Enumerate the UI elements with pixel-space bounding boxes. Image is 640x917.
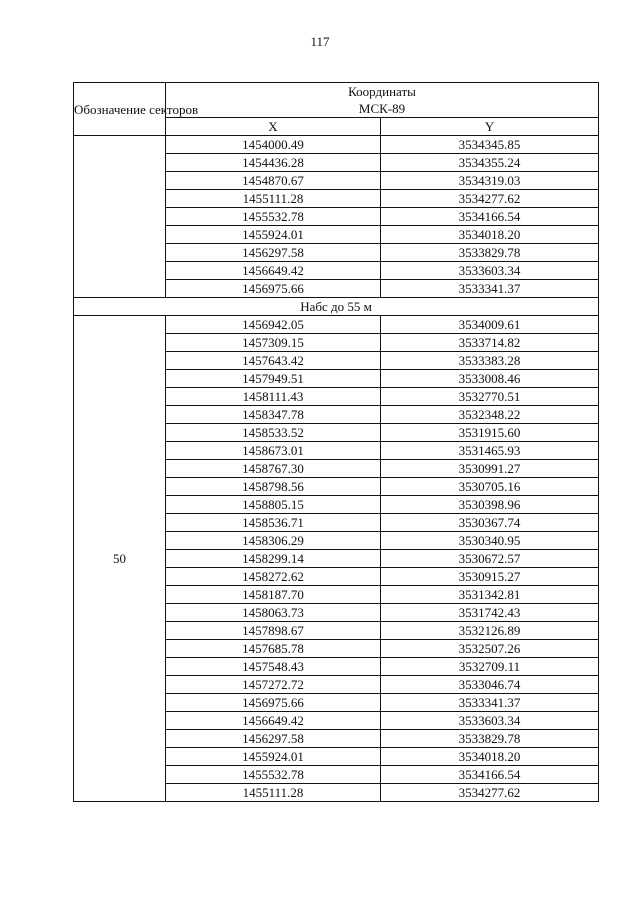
- y-cell: 3530367.74: [381, 514, 599, 532]
- x-cell: 1458347.78: [166, 406, 381, 424]
- x-cell: 1457643.42: [166, 352, 381, 370]
- y-cell: 3530705.16: [381, 478, 599, 496]
- x-cell: 1454870.67: [166, 172, 381, 190]
- y-cell: 3534018.20: [381, 748, 599, 766]
- x-cell: 1456975.66: [166, 280, 381, 298]
- y-cell: 3533383.28: [381, 352, 599, 370]
- x-cell: 1455111.28: [166, 190, 381, 208]
- x-cell: 1458306.29: [166, 532, 381, 550]
- y-cell: 3533341.37: [381, 280, 599, 298]
- page-number: 117: [310, 34, 330, 49]
- x-cell: 1458187.70: [166, 586, 381, 604]
- y-cell: 3534277.62: [381, 784, 599, 802]
- y-cell: 3533714.82: [381, 334, 599, 352]
- x-cell: 1458063.73: [166, 604, 381, 622]
- y-cell: 3534018.20: [381, 226, 599, 244]
- y-cell: 3534009.61: [381, 316, 599, 334]
- y-column-header: Y: [381, 118, 599, 136]
- sector-label: 50: [74, 316, 166, 802]
- sector-column-header: Обозначение секторов: [74, 83, 166, 136]
- y-cell: 3534319.03: [381, 172, 599, 190]
- x-cell: 1458798.56: [166, 478, 381, 496]
- x-cell: 1458272.62: [166, 568, 381, 586]
- y-cell: 3532348.22: [381, 406, 599, 424]
- y-cell: 3531342.81: [381, 586, 599, 604]
- x-cell: 1458805.15: [166, 496, 381, 514]
- y-cell: 3534345.85: [381, 136, 599, 154]
- table-header-row: [74, 83, 599, 118]
- y-cell: 3533046.74: [381, 676, 599, 694]
- x-cell: 1454436.28: [166, 154, 381, 172]
- x-cell: 1456975.66: [166, 694, 381, 712]
- x-cell: 1457949.51: [166, 370, 381, 388]
- y-cell: 3530915.27: [381, 568, 599, 586]
- x-cell: 1457548.43: [166, 658, 381, 676]
- x-column-header: X: [166, 118, 381, 136]
- x-cell: 1456942.05: [166, 316, 381, 334]
- y-cell: 3533603.34: [381, 262, 599, 280]
- x-cell: 1457685.78: [166, 640, 381, 658]
- y-cell: 3534355.24: [381, 154, 599, 172]
- y-cell: 3531915.60: [381, 424, 599, 442]
- y-cell: 3532507.26: [381, 640, 599, 658]
- coordinates-header: [166, 83, 599, 118]
- y-cell: 3532126.89: [381, 622, 599, 640]
- y-cell: 3532770.51: [381, 388, 599, 406]
- x-cell: 1455111.28: [166, 784, 381, 802]
- x-cell: 1458767.30: [166, 460, 381, 478]
- y-cell: 3530672.57: [381, 550, 599, 568]
- x-cell: 1456649.42: [166, 712, 381, 730]
- y-cell: 3530340.95: [381, 532, 599, 550]
- y-cell: 3533829.78: [381, 730, 599, 748]
- x-cell: 1458533.52: [166, 424, 381, 442]
- coordinates-title: Координаты: [348, 84, 416, 99]
- x-cell: 1457309.15: [166, 334, 381, 352]
- x-cell: 1456297.58: [166, 244, 381, 262]
- x-cell: 1455924.01: [166, 226, 381, 244]
- table-row: [74, 316, 599, 334]
- section-label: Набс до 55 м: [74, 298, 599, 316]
- y-cell: 3531465.93: [381, 442, 599, 460]
- coordinates-table: [73, 82, 599, 802]
- y-cell: 3533341.37: [381, 694, 599, 712]
- y-cell: 3533829.78: [381, 244, 599, 262]
- y-cell: 3534166.54: [381, 208, 599, 226]
- table-row: [74, 136, 599, 154]
- x-cell: 1456649.42: [166, 262, 381, 280]
- x-cell: 1455924.01: [166, 748, 381, 766]
- x-cell: 1458299.14: [166, 550, 381, 568]
- x-cell: 1455532.78: [166, 208, 381, 226]
- section-row: [74, 298, 599, 316]
- y-cell: 3530398.96: [381, 496, 599, 514]
- y-cell: 3534166.54: [381, 766, 599, 784]
- sector-cell-empty: [74, 136, 166, 298]
- y-cell: 3532709.11: [381, 658, 599, 676]
- x-cell: 1457898.67: [166, 622, 381, 640]
- coordinates-table-body: [74, 83, 599, 802]
- y-cell: 3534277.62: [381, 190, 599, 208]
- y-cell: 3533603.34: [381, 712, 599, 730]
- x-cell: 1458673.01: [166, 442, 381, 460]
- y-cell: 3530991.27: [381, 460, 599, 478]
- x-cell: 1456297.58: [166, 730, 381, 748]
- x-cell: 1458536.71: [166, 514, 381, 532]
- coordinate-system-title: МСК-89: [358, 101, 406, 116]
- y-cell: 3531742.43: [381, 604, 599, 622]
- x-cell: 1457272.72: [166, 676, 381, 694]
- x-cell: 1455532.78: [166, 766, 381, 784]
- y-cell: 3533008.46: [381, 370, 599, 388]
- x-cell: 1454000.49: [166, 136, 381, 154]
- x-cell: 1458111.43: [166, 388, 381, 406]
